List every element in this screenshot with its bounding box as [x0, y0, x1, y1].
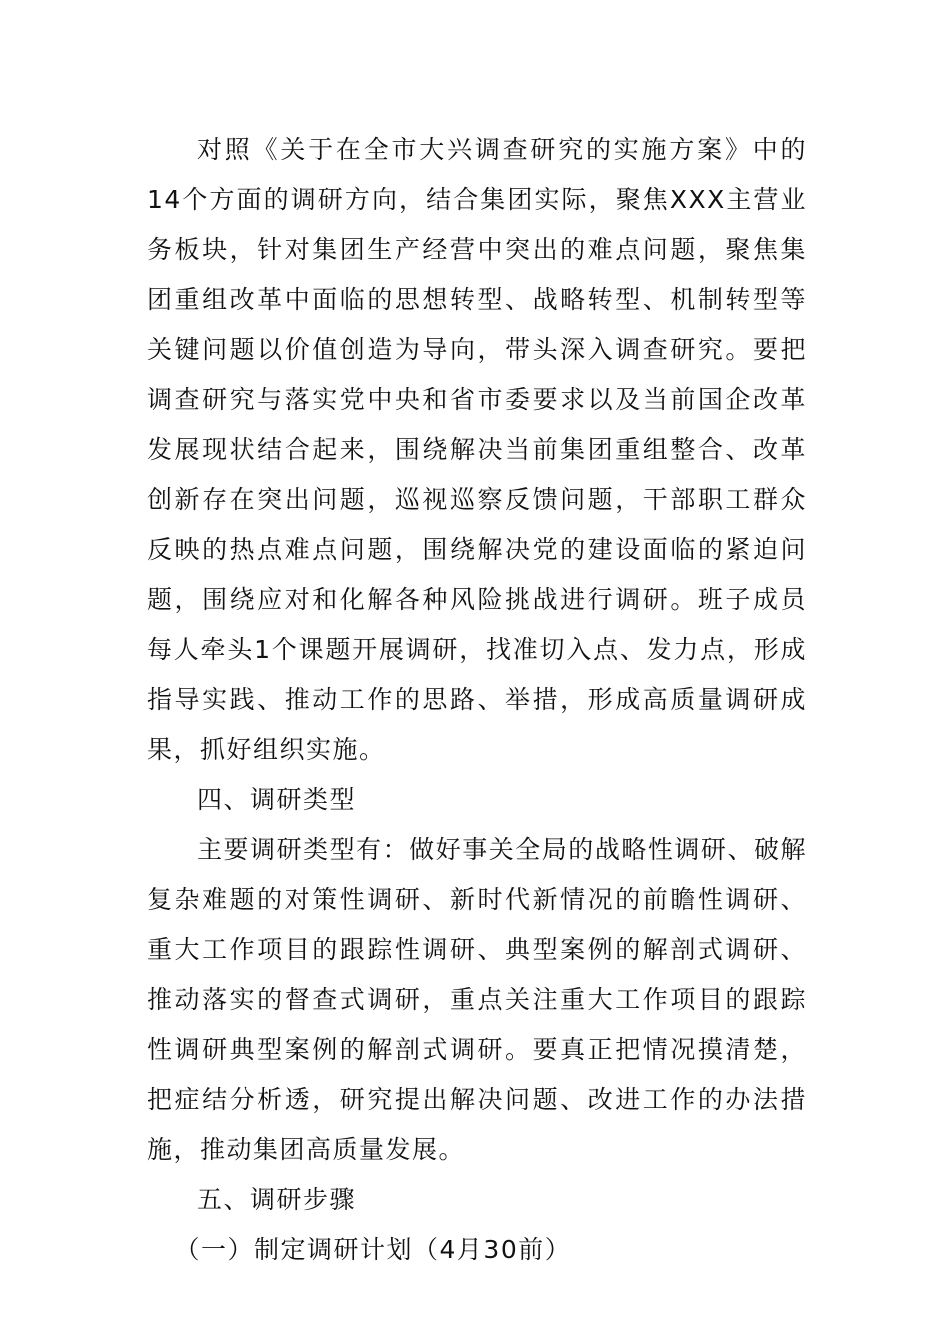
section-heading-research-steps: 五、调研步骤 — [197, 1185, 357, 1214]
document-body — [147, 125, 807, 1275]
body-paragraph-research-types: 主要调研类型有：做好事关全局的战略性调研、破解复杂难题的对策性调研、新时代新情况的前瞻性调研、重大工作项目的跟踪性调研、典型案例的解剖式调研、推动落实的督查式调研，重点关注重大工作项目的跟踪性调研典型案例的解剖式调研。要真正把情况摸清楚，把症结分析透，研究提出解决问题、改进工作的办法措施，推动集团高质量发展。 — [147, 835, 807, 1164]
section-heading-research-types: 四、调研类型 — [197, 785, 357, 814]
body-paragraph-research-direction: 对照《关于在全市大兴调查研究的实施方案》中的14个方面的调研方向，结合集团实际，聚焦XXX主营业务板块，针对集团生产经营中突出的难点问题，聚焦集团重组改革中面临的思想转型、战略转型、机制转型等关键问题以价值创造为导向，带头深入调查研究。要把调查研究与落实党中央和省市委要求以及当前国企改革发展现状结合起来，围绕解决当前集团重组整合、改革创新存在突出问题，巡视巡察反馈问题，干部职工群众反映的热点难点问题，围绕解决党的建设面临的紧迫问题，围绕应对和化解各种风险挑战进行调研。班子成员每人牵头1个课题开展调研，找准切入点、发力点，形成指导实践、推动工作的思路、举措，形成高质量调研成果，抓好组织实施。 — [147, 135, 807, 764]
subsection-heading-plan: （一）制定调研计划（4月30前） — [174, 1235, 572, 1264]
